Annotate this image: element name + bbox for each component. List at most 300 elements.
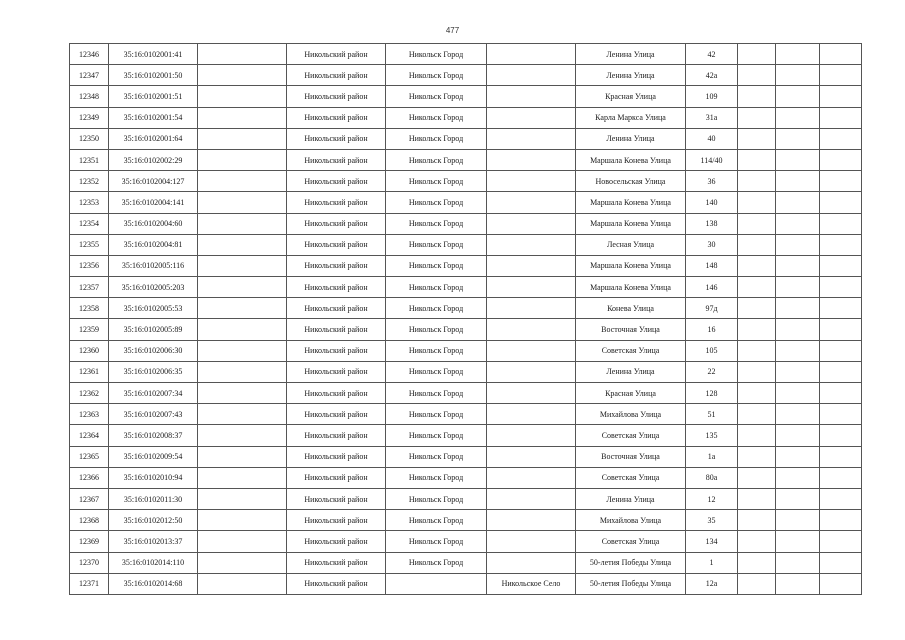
street-cell: Восточная Улица	[576, 319, 686, 340]
extra-cell	[738, 361, 776, 382]
village-cell	[487, 319, 576, 340]
table-row	[70, 86, 862, 107]
extra-cell	[776, 234, 820, 255]
extra-cell	[738, 213, 776, 234]
cadastral-number-cell: 35:16:0102002:29	[109, 149, 198, 170]
empty-cell	[198, 319, 287, 340]
cadastral-number-cell: 35:16:0102014:110	[109, 552, 198, 573]
house-number-cell: 135	[686, 425, 738, 446]
city-cell: Никольск Город	[386, 552, 487, 573]
page-number: 477	[445, 26, 460, 35]
table-row	[70, 340, 862, 361]
city-cell: Никольск Город	[386, 531, 487, 552]
house-number-cell: 51	[686, 404, 738, 425]
house-number-cell: 138	[686, 213, 738, 234]
extra-cell	[820, 234, 862, 255]
row-number-cell: 12366	[70, 467, 109, 488]
extra-cell	[776, 298, 820, 319]
extra-cell	[776, 171, 820, 192]
empty-cell	[198, 44, 287, 65]
village-cell	[487, 213, 576, 234]
extra-cell	[776, 319, 820, 340]
cadastral-number-cell: 35:16:0102007:34	[109, 383, 198, 404]
extra-cell	[738, 65, 776, 86]
extra-cell	[820, 425, 862, 446]
village-cell	[487, 425, 576, 446]
extra-cell	[776, 128, 820, 149]
extra-cell	[820, 149, 862, 170]
empty-cell	[198, 531, 287, 552]
extra-cell	[820, 340, 862, 361]
extra-cell	[776, 107, 820, 128]
table-row	[70, 425, 862, 446]
row-number-cell: 12353	[70, 192, 109, 213]
district-cell: Никольский район	[287, 383, 386, 404]
row-number-cell: 12349	[70, 107, 109, 128]
district-cell: Никольский район	[287, 510, 386, 531]
city-cell: Никольск Город	[386, 404, 487, 425]
city-cell: Никольск Город	[386, 319, 487, 340]
empty-cell	[198, 128, 287, 149]
extra-cell	[738, 531, 776, 552]
extra-cell	[738, 149, 776, 170]
extra-cell	[776, 573, 820, 594]
row-number-cell: 12358	[70, 298, 109, 319]
extra-cell	[820, 510, 862, 531]
village-cell	[487, 446, 576, 467]
village-cell	[487, 298, 576, 319]
house-number-cell: 12а	[686, 573, 738, 594]
extra-cell	[820, 573, 862, 594]
village-cell	[487, 531, 576, 552]
row-number-cell: 12350	[70, 128, 109, 149]
house-number-cell: 80а	[686, 467, 738, 488]
village-cell	[487, 128, 576, 149]
district-cell: Никольский район	[287, 340, 386, 361]
table-row	[70, 192, 862, 213]
extra-cell	[820, 192, 862, 213]
district-cell: Никольский район	[287, 446, 386, 467]
village-cell: Никольское Село	[487, 573, 576, 594]
extra-cell	[820, 128, 862, 149]
extra-cell	[738, 171, 776, 192]
empty-cell	[198, 552, 287, 573]
row-number-cell: 12369	[70, 531, 109, 552]
table-row	[70, 65, 862, 86]
extra-cell	[820, 277, 862, 298]
district-cell: Никольский район	[287, 467, 386, 488]
house-number-cell: 128	[686, 383, 738, 404]
empty-cell	[198, 171, 287, 192]
city-cell: Никольск Город	[386, 44, 487, 65]
empty-cell	[198, 277, 287, 298]
village-cell	[487, 65, 576, 86]
extra-cell	[820, 361, 862, 382]
street-cell: Новосельская Улица	[576, 171, 686, 192]
street-cell: Маршала Конева Улица	[576, 277, 686, 298]
table-row	[70, 510, 862, 531]
empty-cell	[198, 425, 287, 446]
row-number-cell: 12360	[70, 340, 109, 361]
house-number-cell: 97д	[686, 298, 738, 319]
empty-cell	[198, 361, 287, 382]
row-number-cell: 12365	[70, 446, 109, 467]
empty-cell	[198, 467, 287, 488]
table-row	[70, 213, 862, 234]
district-cell: Никольский район	[287, 128, 386, 149]
street-cell: Конева Улица	[576, 298, 686, 319]
extra-cell	[738, 552, 776, 573]
extra-cell	[738, 255, 776, 276]
district-cell: Никольский район	[287, 44, 386, 65]
street-cell: Маршала Конева Улица	[576, 149, 686, 170]
extra-cell	[738, 319, 776, 340]
extra-cell	[820, 213, 862, 234]
city-cell: Никольск Город	[386, 86, 487, 107]
extra-cell	[738, 277, 776, 298]
cadastral-number-cell: 35:16:0102001:50	[109, 65, 198, 86]
house-number-cell: 109	[686, 86, 738, 107]
row-number-cell: 12346	[70, 44, 109, 65]
row-number-cell: 12368	[70, 510, 109, 531]
cadastral-number-cell: 35:16:0102005:89	[109, 319, 198, 340]
table-row	[70, 277, 862, 298]
extra-cell	[738, 86, 776, 107]
cadastral-number-cell: 35:16:0102011:30	[109, 488, 198, 509]
empty-cell	[198, 446, 287, 467]
extra-cell	[776, 340, 820, 361]
district-cell: Никольский район	[287, 65, 386, 86]
house-number-cell: 1а	[686, 446, 738, 467]
table-row	[70, 488, 862, 509]
house-number-cell: 35	[686, 510, 738, 531]
extra-cell	[776, 488, 820, 509]
street-cell: Лесная Улица	[576, 234, 686, 255]
village-cell	[487, 255, 576, 276]
street-cell: Маршала Конева Улица	[576, 255, 686, 276]
table-row	[70, 255, 862, 276]
district-cell: Никольский район	[287, 213, 386, 234]
house-number-cell: 16	[686, 319, 738, 340]
street-cell: Ленина Улица	[576, 44, 686, 65]
extra-cell	[820, 298, 862, 319]
extra-cell	[776, 446, 820, 467]
house-number-cell: 42а	[686, 65, 738, 86]
house-number-cell: 12	[686, 488, 738, 509]
city-cell: Никольск Город	[386, 298, 487, 319]
extra-cell	[776, 44, 820, 65]
street-cell: Ленина Улица	[576, 488, 686, 509]
empty-cell	[198, 488, 287, 509]
row-number-cell: 12359	[70, 319, 109, 340]
row-number-cell: 12367	[70, 488, 109, 509]
village-cell	[487, 277, 576, 298]
empty-cell	[198, 107, 287, 128]
row-number-cell: 12352	[70, 171, 109, 192]
house-number-cell: 1	[686, 552, 738, 573]
city-cell: Никольск Город	[386, 361, 487, 382]
cadastral-number-cell: 35:16:0102013:37	[109, 531, 198, 552]
street-cell: Советская Улица	[576, 425, 686, 446]
table-row	[70, 446, 862, 467]
row-number-cell: 12370	[70, 552, 109, 573]
district-cell: Никольский район	[287, 255, 386, 276]
city-cell: Никольск Город	[386, 65, 487, 86]
house-number-cell: 146	[686, 277, 738, 298]
cadastral-number-cell: 35:16:0102005:53	[109, 298, 198, 319]
extra-cell	[776, 552, 820, 573]
table-row	[70, 404, 862, 425]
cadastral-number-cell: 35:16:0102005:116	[109, 255, 198, 276]
extra-cell	[738, 425, 776, 446]
extra-cell	[776, 404, 820, 425]
village-cell	[487, 171, 576, 192]
extra-cell	[776, 467, 820, 488]
empty-cell	[198, 383, 287, 404]
table-row	[70, 128, 862, 149]
extra-cell	[738, 488, 776, 509]
village-cell	[487, 552, 576, 573]
district-cell: Никольский район	[287, 425, 386, 446]
city-cell: Никольск Город	[386, 340, 487, 361]
empty-cell	[198, 340, 287, 361]
city-cell: Никольск Город	[386, 467, 487, 488]
extra-cell	[776, 531, 820, 552]
row-number-cell: 12364	[70, 425, 109, 446]
street-cell: Михайлова Улица	[576, 404, 686, 425]
district-cell: Никольский район	[287, 488, 386, 509]
district-cell: Никольский район	[287, 234, 386, 255]
city-cell: Никольск Город	[386, 213, 487, 234]
empty-cell	[198, 255, 287, 276]
district-cell: Никольский район	[287, 107, 386, 128]
row-number-cell: 12357	[70, 277, 109, 298]
city-cell: Никольск Город	[386, 234, 487, 255]
street-cell: Восточная Улица	[576, 446, 686, 467]
cadastral-number-cell: 35:16:0102001:64	[109, 128, 198, 149]
extra-cell	[820, 552, 862, 573]
table-row	[70, 467, 862, 488]
house-number-cell: 42	[686, 44, 738, 65]
city-cell: Никольск Город	[386, 171, 487, 192]
cadastral-number-cell: 35:16:0102004:81	[109, 234, 198, 255]
house-number-cell: 40	[686, 128, 738, 149]
extra-cell	[738, 383, 776, 404]
cadastral-number-cell: 35:16:0102004:127	[109, 171, 198, 192]
extra-cell	[776, 255, 820, 276]
extra-cell	[776, 149, 820, 170]
extra-cell	[820, 107, 862, 128]
village-cell	[487, 86, 576, 107]
empty-cell	[198, 234, 287, 255]
city-cell: Никольск Город	[386, 277, 487, 298]
village-cell	[487, 44, 576, 65]
street-cell: Ленина Улица	[576, 128, 686, 149]
empty-cell	[198, 298, 287, 319]
extra-cell	[820, 446, 862, 467]
house-number-cell: 30	[686, 234, 738, 255]
extra-cell	[820, 319, 862, 340]
district-cell: Никольский район	[287, 192, 386, 213]
extra-cell	[738, 510, 776, 531]
row-number-cell: 12363	[70, 404, 109, 425]
house-number-cell: 134	[686, 531, 738, 552]
street-cell: Советская Улица	[576, 340, 686, 361]
village-cell	[487, 234, 576, 255]
city-cell: Никольск Город	[386, 107, 487, 128]
table-row	[70, 44, 862, 65]
table-row	[70, 361, 862, 382]
table-row	[70, 319, 862, 340]
extra-cell	[776, 425, 820, 446]
empty-cell	[198, 573, 287, 594]
extra-cell	[738, 467, 776, 488]
records-body	[70, 44, 862, 595]
district-cell: Никольский район	[287, 531, 386, 552]
city-cell: Никольск Город	[386, 255, 487, 276]
street-cell: Красная Улица	[576, 86, 686, 107]
extra-cell	[820, 531, 862, 552]
village-cell	[487, 404, 576, 425]
house-number-cell: 148	[686, 255, 738, 276]
extra-cell	[820, 488, 862, 509]
empty-cell	[198, 192, 287, 213]
row-number-cell: 12356	[70, 255, 109, 276]
extra-cell	[738, 107, 776, 128]
city-cell: Никольск Город	[386, 446, 487, 467]
city-cell: Никольск Город	[386, 149, 487, 170]
extra-cell	[738, 128, 776, 149]
extra-cell	[776, 383, 820, 404]
street-cell: Михайлова Улица	[576, 510, 686, 531]
district-cell: Никольский район	[287, 298, 386, 319]
city-cell	[386, 573, 487, 594]
cadastral-number-cell: 35:16:0102007:43	[109, 404, 198, 425]
cadastral-number-cell: 35:16:0102001:41	[109, 44, 198, 65]
village-cell	[487, 107, 576, 128]
district-cell: Никольский район	[287, 552, 386, 573]
street-cell: Маршала Конева Улица	[576, 192, 686, 213]
house-number-cell: 114/40	[686, 149, 738, 170]
street-cell: Карла Маркса Улица	[576, 107, 686, 128]
extra-cell	[738, 192, 776, 213]
extra-cell	[738, 573, 776, 594]
table-row	[70, 149, 862, 170]
cadastral-number-cell: 35:16:0102001:51	[109, 86, 198, 107]
city-cell: Никольск Город	[386, 192, 487, 213]
street-cell: Красная Улица	[576, 383, 686, 404]
extra-cell	[776, 510, 820, 531]
row-number-cell: 12348	[70, 86, 109, 107]
extra-cell	[776, 361, 820, 382]
row-number-cell: 12351	[70, 149, 109, 170]
house-number-cell: 140	[686, 192, 738, 213]
empty-cell	[198, 510, 287, 531]
row-number-cell: 12371	[70, 573, 109, 594]
empty-cell	[198, 404, 287, 425]
extra-cell	[820, 467, 862, 488]
cadastral-number-cell: 35:16:0102012:50	[109, 510, 198, 531]
table-row	[70, 171, 862, 192]
village-cell	[487, 340, 576, 361]
table-row	[70, 552, 862, 573]
cadastral-number-cell: 35:16:0102008:37	[109, 425, 198, 446]
extra-cell	[776, 65, 820, 86]
village-cell	[487, 149, 576, 170]
village-cell	[487, 467, 576, 488]
cadastral-number-cell: 35:16:0102014:68	[109, 573, 198, 594]
table-row	[70, 383, 862, 404]
extra-cell	[776, 86, 820, 107]
house-number-cell: 31а	[686, 107, 738, 128]
extra-cell	[820, 171, 862, 192]
street-cell: Ленина Улица	[576, 361, 686, 382]
street-cell: 50-летия Победы Улица	[576, 573, 686, 594]
city-cell: Никольск Город	[386, 383, 487, 404]
house-number-cell: 36	[686, 171, 738, 192]
row-number-cell: 12361	[70, 361, 109, 382]
empty-cell	[198, 86, 287, 107]
row-number-cell: 12347	[70, 65, 109, 86]
village-cell	[487, 488, 576, 509]
district-cell: Никольский район	[287, 319, 386, 340]
extra-cell	[776, 192, 820, 213]
extra-cell	[820, 255, 862, 276]
cadastral-number-cell: 35:16:0102006:35	[109, 361, 198, 382]
extra-cell	[738, 44, 776, 65]
street-cell: Маршала Конева Улица	[576, 213, 686, 234]
extra-cell	[820, 383, 862, 404]
village-cell	[487, 361, 576, 382]
district-cell: Никольский район	[287, 171, 386, 192]
street-cell: Советская Улица	[576, 531, 686, 552]
street-cell: 50-летия Победы Улица	[576, 552, 686, 573]
district-cell: Никольский район	[287, 361, 386, 382]
street-cell: Советская Улица	[576, 467, 686, 488]
extra-cell	[776, 213, 820, 234]
street-cell: Ленина Улица	[576, 65, 686, 86]
district-cell: Никольский район	[287, 404, 386, 425]
extra-cell	[776, 277, 820, 298]
extra-cell	[820, 65, 862, 86]
extra-cell	[738, 404, 776, 425]
city-cell: Никольск Город	[386, 488, 487, 509]
empty-cell	[198, 213, 287, 234]
cadastral-number-cell: 35:16:0102004:60	[109, 213, 198, 234]
cadastral-number-cell: 35:16:0102004:141	[109, 192, 198, 213]
extra-cell	[820, 44, 862, 65]
district-cell: Никольский район	[287, 149, 386, 170]
row-number-cell: 12354	[70, 213, 109, 234]
cadastral-number-cell: 35:16:0102001:54	[109, 107, 198, 128]
table-row	[70, 298, 862, 319]
village-cell	[487, 510, 576, 531]
table-row	[70, 107, 862, 128]
row-number-cell: 12362	[70, 383, 109, 404]
house-number-cell: 105	[686, 340, 738, 361]
records-table	[69, 43, 862, 595]
extra-cell	[738, 298, 776, 319]
table-row	[70, 234, 862, 255]
extra-cell	[820, 404, 862, 425]
house-number-cell: 22	[686, 361, 738, 382]
district-cell: Никольский район	[287, 86, 386, 107]
city-cell: Никольск Город	[386, 425, 487, 446]
table-row	[70, 531, 862, 552]
cadastral-number-cell: 35:16:0102005:203	[109, 277, 198, 298]
table-row	[70, 573, 862, 594]
district-cell: Никольский район	[287, 573, 386, 594]
